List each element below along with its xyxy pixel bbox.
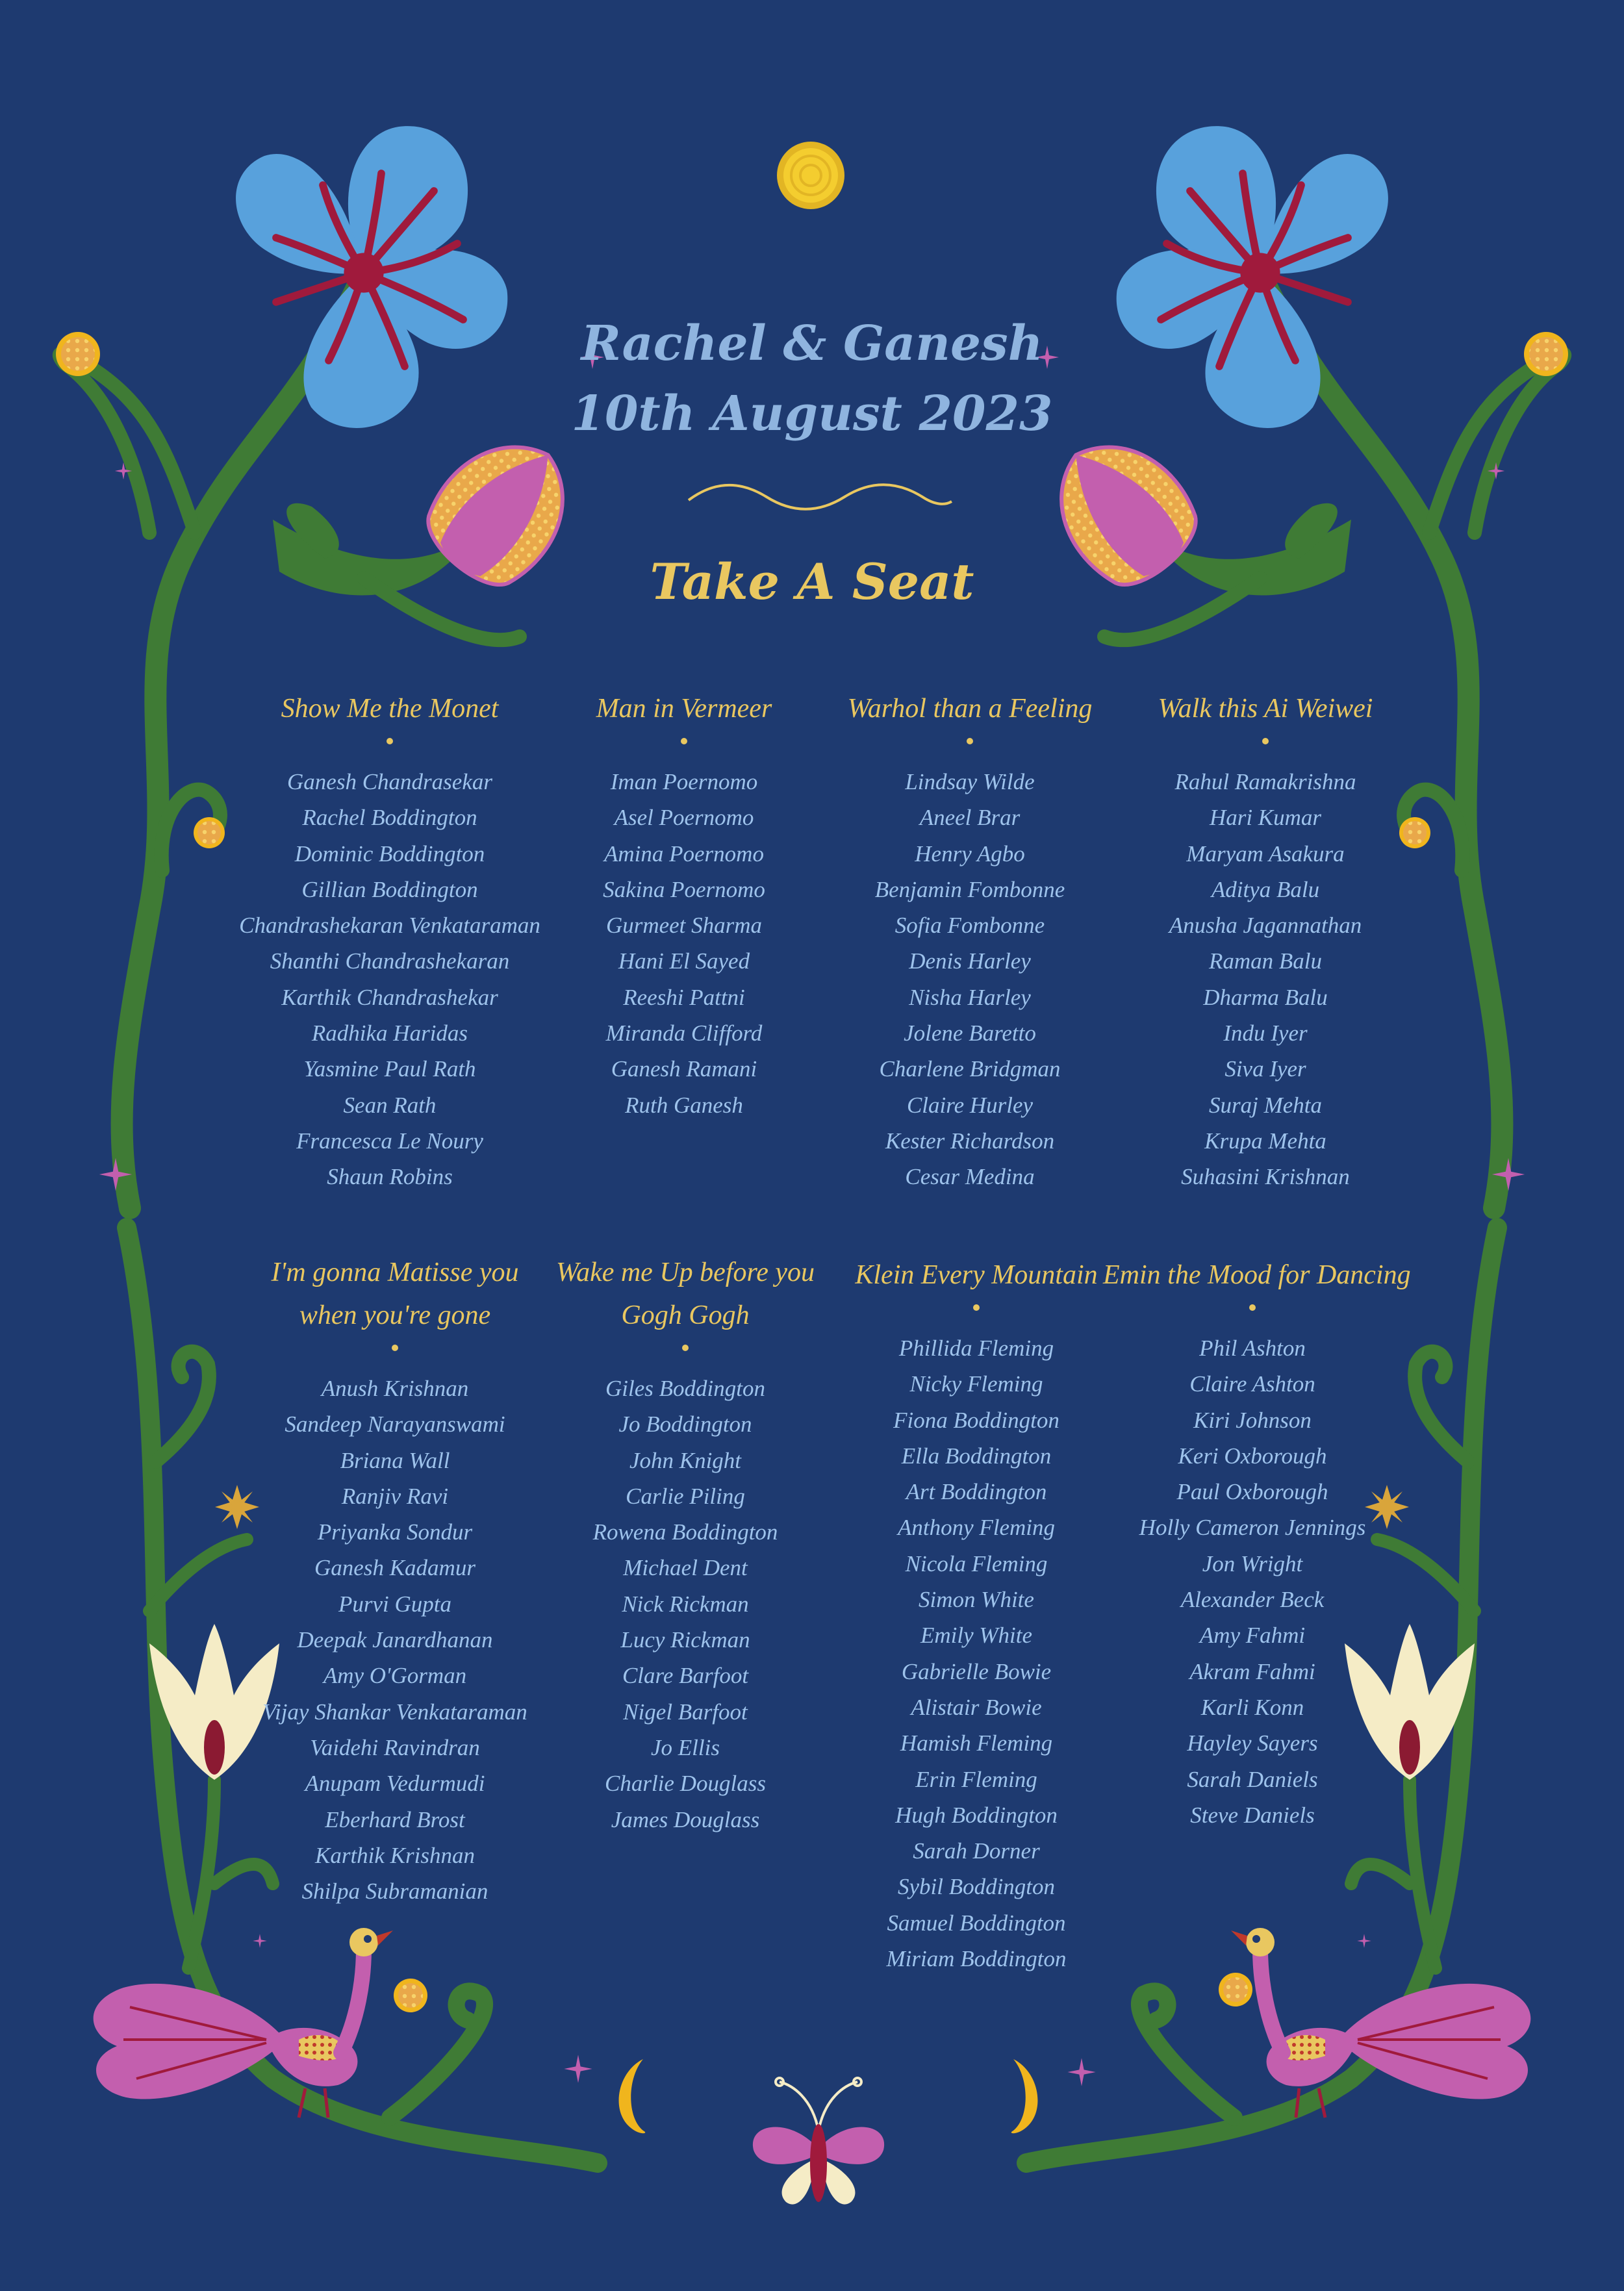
guest-name: Phil Ashton — [1199, 1335, 1306, 1361]
guest-name: Ganesh Ramani — [611, 1056, 757, 1082]
guest-name: Sean Rath — [343, 1092, 437, 1118]
guest-name: Alexander Beck — [1180, 1587, 1325, 1613]
guest-name: Francesca Le Noury — [296, 1128, 483, 1154]
guest-name: Holly Cameron Jennings — [1139, 1515, 1366, 1541]
guest-name: Briana Wall — [340, 1447, 450, 1473]
guest-list — [239, 1371, 551, 1909]
guest-name: Miriam Boddington — [886, 1946, 1067, 1972]
guest-name: Ganesh Kadamur — [314, 1555, 476, 1581]
guest-name: Dominic Boddington — [294, 841, 485, 867]
guest-name: Eberhard Brost — [325, 1806, 465, 1832]
guest-name: Aneel Brar — [919, 805, 1021, 831]
guest-name: Anupam Vedurmudi — [305, 1771, 485, 1797]
table-klein-every-mountain — [833, 1254, 1119, 1977]
guest-name: Reeshi Pattni — [623, 984, 745, 1010]
guest-name: Erin Fleming — [915, 1766, 1037, 1792]
table-dot — [387, 738, 393, 744]
guest-name: James Douglass — [611, 1806, 760, 1832]
table-name-line-1: Wake me Up before you — [555, 1258, 815, 1287]
guest-name: Karthik Krishnan — [314, 1842, 475, 1868]
guest-name: Suraj Mehta — [1208, 1092, 1322, 1118]
guest-name: Shilpa Subramanian — [301, 1879, 488, 1905]
table-name: Emin the Mood for Dancing — [1103, 1260, 1411, 1290]
wedding-date: 10th August 2023 — [571, 386, 1053, 442]
guest-list — [1119, 764, 1412, 1195]
guest-name: Hari Kumar — [1209, 805, 1322, 831]
guest-name: Hamish Fleming — [900, 1730, 1053, 1756]
guest-name: Miranda Clifford — [605, 1020, 763, 1046]
guest-name: Sarah Dorner — [913, 1838, 1040, 1864]
guest-name: Hani El Sayed — [618, 948, 750, 974]
guest-name: Chandrashekaran Venkataraman — [239, 913, 540, 939]
guest-name: Charlene Bridgman — [879, 1056, 1061, 1082]
guest-name: Kester Richardson — [885, 1128, 1055, 1154]
guest-name: Anush Krishnan — [321, 1376, 469, 1401]
table-name: Warhol than a Feeling — [847, 694, 1093, 724]
guest-name: Krupa Mehta — [1204, 1128, 1326, 1154]
guest-name: Asel Poernomo — [614, 805, 754, 831]
guest-name: Clare Barfoot — [622, 1663, 749, 1689]
guest-name: Paul Oxborough — [1176, 1479, 1328, 1505]
guest-name: Gillian Boddington — [301, 876, 478, 902]
table-name-line-2: when you're gone — [299, 1300, 491, 1330]
guest-name: Lindsay Wilde — [905, 769, 1035, 794]
guest-name: Sybil Boddington — [897, 1874, 1056, 1900]
guest-name: Jo Ellis — [651, 1734, 720, 1760]
guest-name: Steve Daniels — [1190, 1802, 1315, 1828]
table-name-line-1: I'm gonna Matisse you — [271, 1258, 519, 1287]
guest-name: Keri Oxborough — [1178, 1443, 1327, 1469]
guest-name: Nigel Barfoot — [623, 1699, 748, 1725]
guest-name: Indu Iyer — [1223, 1020, 1308, 1046]
guest-name: Hugh Boddington — [895, 1802, 1058, 1828]
crescent-moon-icon — [619, 2059, 1038, 2133]
guest-name: Henry Agbo — [915, 841, 1025, 867]
table-name: Man in Vermeer — [596, 694, 772, 724]
table-wake-me-up — [542, 1251, 828, 1838]
guest-name: Sandeep Narayanswami — [285, 1411, 505, 1437]
guest-name: Hayley Sayers — [1187, 1730, 1318, 1756]
guest-name: Siva Iyer — [1224, 1056, 1306, 1082]
guest-name: John Knight — [629, 1447, 742, 1473]
guest-name: Jolene Baretto — [904, 1020, 1036, 1046]
guest-name: Samuel Boddington — [887, 1910, 1066, 1936]
guest-name: Giles Boddington — [605, 1376, 765, 1401]
table-name: Show Me the Monet — [281, 694, 499, 724]
guest-name: Charlie Douglass — [605, 1771, 766, 1797]
table-emin-the-mood — [1103, 1254, 1411, 1833]
guest-name: Dharma Balu — [1203, 984, 1328, 1010]
guest-name: Kiri Johnson — [1193, 1407, 1312, 1433]
sun-icon — [777, 142, 844, 209]
page-heading: Take A Seat — [650, 553, 974, 611]
guest-name: Karli Konn — [1200, 1694, 1304, 1720]
guest-name: Anthony Fleming — [897, 1515, 1056, 1541]
couple-names: Rachel & Ganesh — [581, 316, 1043, 372]
guest-name: Deepak Janardhanan — [297, 1627, 493, 1653]
guest-name: Rachel Boddington — [302, 805, 477, 831]
wavy-divider — [689, 485, 952, 509]
guest-name: Yasmine Paul Rath — [303, 1056, 476, 1082]
guest-name: Ruth Ganesh — [625, 1092, 743, 1118]
table-matisse-you — [239, 1251, 551, 1909]
guest-name: Shanthi Chandrashekaran — [270, 948, 510, 974]
guest-name: Shaun Robins — [327, 1164, 453, 1190]
guest-name: Nicola Fleming — [905, 1551, 1048, 1576]
guest-name: Raman Balu — [1208, 948, 1322, 974]
peacock-icon — [94, 1928, 393, 2118]
guest-name: Vaidehi Ravindran — [310, 1734, 480, 1760]
guest-name: Benjamin Fombonne — [874, 876, 1065, 902]
guest-name: Aditya Balu — [1211, 876, 1320, 902]
table-dot — [973, 1304, 980, 1311]
guest-name: Ganesh Chandrasekar — [287, 769, 492, 794]
guest-name: Jon Wright — [1202, 1551, 1303, 1576]
guest-name: Gurmeet Sharma — [605, 913, 763, 939]
guest-name: Emily White — [920, 1623, 1033, 1649]
guest-name: Anusha Jagannathan — [1169, 913, 1362, 939]
guest-name: Jo Boddington — [618, 1411, 752, 1437]
table-dot — [392, 1345, 398, 1351]
table-dot — [967, 738, 973, 744]
table-dot — [1262, 738, 1269, 744]
guest-name: Maryam Asakura — [1186, 841, 1345, 867]
guest-list — [1103, 1330, 1402, 1833]
guest-name: Sakina Poernomo — [603, 876, 765, 902]
guest-name: Iman Poernomo — [610, 769, 758, 794]
guest-name: Art Boddington — [906, 1479, 1047, 1505]
guest-name: Ella Boddington — [901, 1443, 1052, 1469]
guest-name: Gabrielle Bowie — [901, 1658, 1052, 1684]
guest-list — [833, 1330, 1119, 1977]
table-name: Klein Every Mountain — [855, 1260, 1098, 1290]
guest-name: Sofia Fombonne — [894, 913, 1045, 939]
guest-name: Amy Fahmi — [1199, 1623, 1306, 1649]
guest-name: Amy O'Gorman — [323, 1663, 467, 1689]
table-man-in-vermeer — [554, 687, 814, 1123]
guest-name: Carlie Piling — [626, 1483, 745, 1509]
guest-name: Suhasini Krishnan — [1181, 1164, 1350, 1190]
guest-name: Claire Ashton — [1189, 1371, 1315, 1397]
guest-name: Michael Dent — [623, 1555, 748, 1581]
guest-name: Sarah Daniels — [1187, 1766, 1318, 1792]
guest-name: Rahul Ramakrishna — [1174, 769, 1356, 794]
table-dot — [1249, 1304, 1256, 1311]
guest-name: Denis Harley — [909, 948, 1031, 974]
guest-name: Nisha Harley — [909, 984, 1031, 1010]
guest-name: Purvi Gupta — [338, 1591, 451, 1617]
guest-name: Priyanka Sondur — [317, 1519, 473, 1545]
guest-list — [824, 764, 1116, 1195]
guest-name: Simon White — [919, 1587, 1034, 1613]
guest-list — [554, 764, 814, 1123]
table-dot — [682, 1345, 689, 1351]
guest-name: Nicky Fleming — [909, 1371, 1043, 1397]
guest-name: Cesar Medina — [905, 1164, 1035, 1190]
butterfly-icon — [753, 2078, 884, 2205]
table-warhol-than-a-feeling — [824, 687, 1116, 1195]
guest-name: Amina Poernomo — [604, 841, 764, 867]
guest-name: Alistair Bowie — [911, 1694, 1042, 1720]
guest-name: Lucy Rickman — [620, 1627, 750, 1653]
table-name-line-2: Gogh Gogh — [621, 1300, 750, 1330]
guest-name: Claire Hurley — [906, 1092, 1034, 1118]
guest-name: Nick Rickman — [622, 1591, 749, 1617]
table-dot — [681, 738, 687, 744]
table-show-me-the-monet — [227, 687, 552, 1195]
table-walk-this-ai-weiwei — [1119, 687, 1412, 1195]
table-name: Walk this Ai Weiwei — [1158, 694, 1373, 724]
guest-name: Ranjiv Ravi — [341, 1483, 449, 1509]
guest-name: Vijay Shankar Venkataraman — [262, 1699, 527, 1725]
guest-list — [227, 764, 552, 1195]
guest-name: Radhika Haridas — [311, 1020, 468, 1046]
guest-name: Akram Fahmi — [1189, 1658, 1315, 1684]
guest-list — [542, 1371, 828, 1838]
guest-name: Rowena Boddington — [592, 1519, 778, 1545]
guest-name: Karthik Chandrashekar — [281, 984, 498, 1010]
guest-name: Phillida Fleming — [898, 1335, 1054, 1361]
guest-name: Fiona Boddington — [893, 1407, 1059, 1433]
